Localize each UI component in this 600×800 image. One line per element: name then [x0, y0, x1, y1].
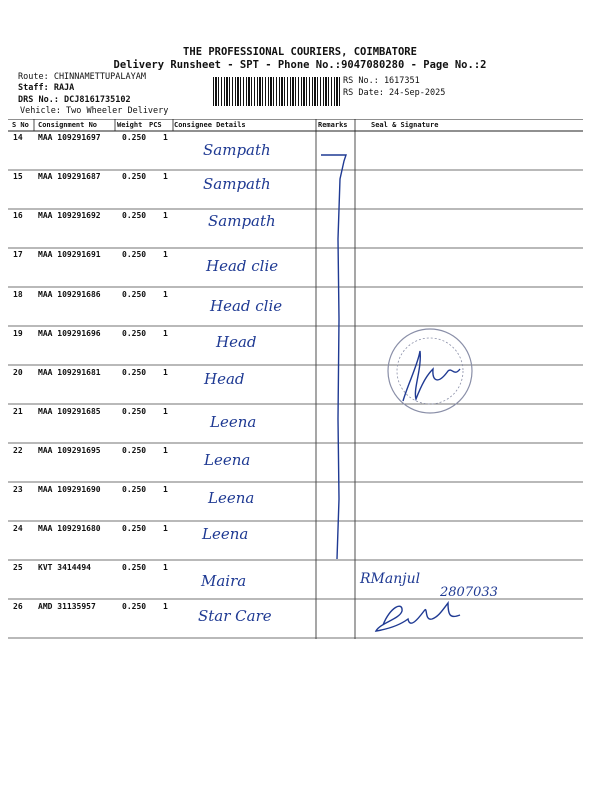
pcs: 1: [163, 290, 168, 299]
consignee-handwritten: Maira: [201, 572, 247, 590]
consignment-no: MAA 109291692: [38, 211, 101, 220]
runsheet-subtitle: Delivery Runsheet - SPT - Phone No.:9047080280 - Page No.:2: [113, 59, 487, 71]
weight: 0.250: [122, 290, 147, 299]
sno: 23: [13, 485, 23, 494]
weight: 0.250: [122, 211, 147, 220]
pcs: 1: [163, 329, 168, 338]
pcs: 1: [163, 133, 168, 142]
weight: 0.250: [122, 485, 147, 494]
consignment-no: MAA 109291686: [38, 290, 101, 299]
consignment-no: MAA 109291680: [38, 524, 101, 533]
sno: 20: [13, 368, 23, 377]
consignee-handwritten: Head: [216, 333, 257, 351]
pcs: 1: [163, 407, 168, 416]
consignee-handwritten: Sampath: [203, 141, 271, 159]
pcs: 1: [163, 250, 168, 259]
consignment-no: MAA 109291696: [38, 329, 101, 338]
weight: 0.250: [122, 133, 147, 142]
weight: 0.250: [122, 524, 147, 533]
col-remarks: Remarks: [318, 121, 348, 129]
col-sno: S No: [12, 121, 29, 129]
pcs: 1: [163, 368, 168, 377]
weight: 0.250: [122, 250, 147, 259]
pcs: 1: [163, 602, 168, 611]
sno: 14: [13, 133, 23, 142]
consignee-handwritten: Star Care: [198, 607, 272, 625]
pcs: 1: [163, 524, 168, 533]
sno: 15: [13, 172, 23, 181]
remark-handwritten-date: 2807033: [440, 585, 498, 600]
consignee-handwritten: Head clie: [206, 257, 279, 275]
weight: 0.250: [122, 446, 147, 455]
rs-number: RS No.: 1617351: [343, 76, 420, 86]
pcs: 1: [163, 172, 168, 181]
table-grid: [8, 119, 583, 639]
route-label: Route: CHINNAMETTUPALAYAM: [18, 72, 146, 82]
remark-handwritten: RManjul: [360, 571, 421, 587]
consignee-handwritten: Sampath: [203, 175, 271, 193]
col-consignment: Consignment No: [38, 121, 98, 129]
consignment-no: MAA 109291685: [38, 407, 101, 416]
sno: 21: [13, 407, 23, 416]
sno: 19: [13, 329, 23, 338]
consignee-handwritten: Head: [204, 370, 245, 388]
consignment-no: MAA 109291690: [38, 485, 101, 494]
consignment-no: MAA 109291695: [38, 446, 101, 455]
weight: 0.250: [122, 602, 147, 611]
sno: 22: [13, 446, 23, 455]
consignment-no: MAA 109291691: [38, 250, 101, 259]
consignment-no: KVT 3414494: [38, 563, 91, 572]
consignment-no: MAA 109291697: [38, 133, 101, 142]
vehicle-label: Vehicle: Two Wheeler Delivery: [20, 106, 169, 116]
weight: 0.250: [122, 368, 147, 377]
weight: 0.250: [122, 563, 147, 572]
sno: 25: [13, 563, 23, 572]
weight: 0.250: [122, 329, 147, 338]
sno: 16: [13, 211, 23, 220]
consignee-handwritten: Head clie: [210, 297, 283, 315]
weight: 0.250: [122, 407, 147, 416]
weight: 0.250: [122, 172, 147, 181]
staff-label: Staff: RAJA: [18, 83, 75, 93]
consignee-handwritten: Leena: [204, 451, 251, 469]
runsheet-table: [8, 119, 583, 639]
drs-number: DRS No.: DCJ816173510​2: [18, 95, 131, 105]
pcs: 1: [163, 211, 168, 220]
pcs: 1: [163, 485, 168, 494]
col-consignee: Consignee Details: [174, 121, 246, 129]
col-weight: Weight: [117, 121, 143, 129]
consignment-no: AMD 31135957: [38, 602, 96, 611]
consignee-handwritten: Sampath: [208, 212, 276, 230]
consignment-no: MAA 109291687: [38, 172, 101, 181]
sno: 26: [13, 602, 23, 611]
consignee-handwritten: Leena: [202, 525, 249, 543]
sno: 17: [13, 250, 23, 259]
rs-date: RS Date: 24-Sep-2025: [343, 88, 446, 98]
sno: 18: [13, 290, 23, 299]
col-pcs: PCS: [149, 121, 162, 129]
pcs: 1: [163, 446, 168, 455]
consignee-handwritten: Leena: [208, 489, 255, 507]
col-seal-signature: Seal & Signature: [371, 121, 439, 129]
pcs: 1: [163, 563, 168, 572]
sno: 24: [13, 524, 23, 533]
page-title: THE PROFESSIONAL COURIERS, COIMBATORE: [183, 46, 417, 58]
consignment-no: MAA 109291681: [38, 368, 101, 377]
barcode: [213, 77, 341, 106]
consignee-handwritten: Leena: [210, 413, 257, 431]
